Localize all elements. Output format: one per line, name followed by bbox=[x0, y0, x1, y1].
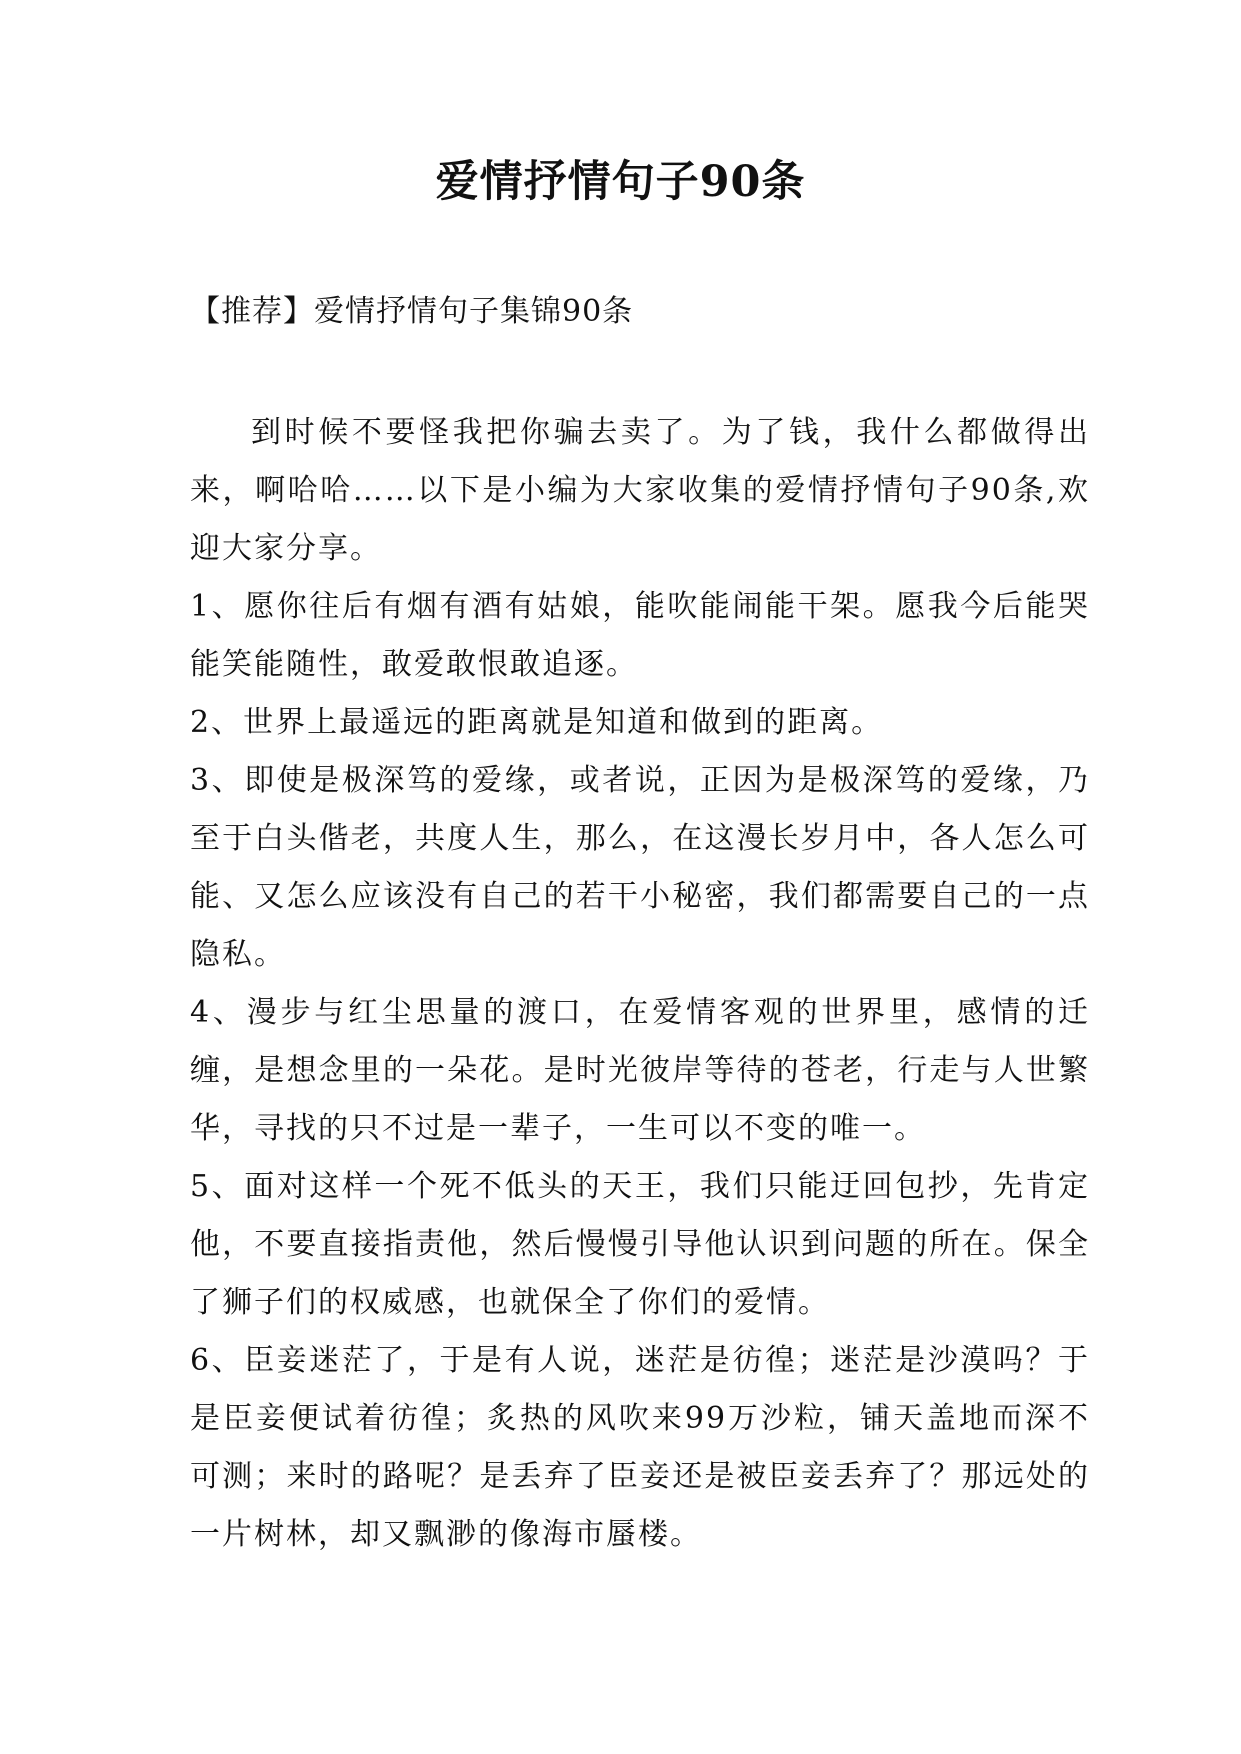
list-item: 5、面对这样一个死不低头的天王，我们只能迂回包抄，先肯定他，不要直接指责他，然后慢慢引导他认识到问题的所在。保全了狮子们的权威感，也就保全了你们的爱情。 bbox=[190, 1169, 1090, 1320]
document-subtitle: 【推荐】爱情抒情句子集锦90条 bbox=[190, 294, 634, 329]
list-item: 2、世界上最遥远的距离就是知道和做到的距离。 bbox=[190, 705, 884, 740]
document-title: 爱情抒情句子90条 bbox=[435, 157, 806, 207]
intro-paragraph: 到时候不要怪我把你骗去卖了。为了钱，我什么都做得出来，啊哈哈……以下是小编为大家收集的爱情抒情句子90条,欢迎大家分享。 bbox=[190, 415, 1090, 566]
document-body bbox=[190, 404, 1090, 1564]
list-item: 1、愿你往后有烟有酒有姑娘，能吹能闹能干架。愿我今后能哭能笑能随性，敢爱敢恨敢追逐。 bbox=[190, 589, 1090, 682]
list-item: 6、臣妾迷茫了，于是有人说，迷茫是彷徨；迷茫是沙漠吗？于是臣妾便试着彷徨；炙热的风吹来99万沙粒，铺天盖地而深不可测；来时的路呢？是丢弃了臣妾还是被臣妾丢弃了？那远处的一片树林，却又飘渺的像海市蜃楼。 bbox=[190, 1343, 1090, 1552]
list-item: 3、即使是极深笃的爱缘，或者说，正因为是极深笃的爱缘，乃至于白头偕老，共度人生，那么，在这漫长岁月中，各人怎么可能、又怎么应该没有自己的若干小秘密，我们都需要自己的一点隐私。 bbox=[190, 763, 1090, 972]
list-item: 4、漫步与红尘思量的渡口，在爱情客观的世界里，感情的迁缠，是想念里的一朵花。是时光彼岸等待的苍老，行走与人世繁华，寻找的只不过是一辈子，一生可以不变的唯一。 bbox=[190, 995, 1090, 1146]
